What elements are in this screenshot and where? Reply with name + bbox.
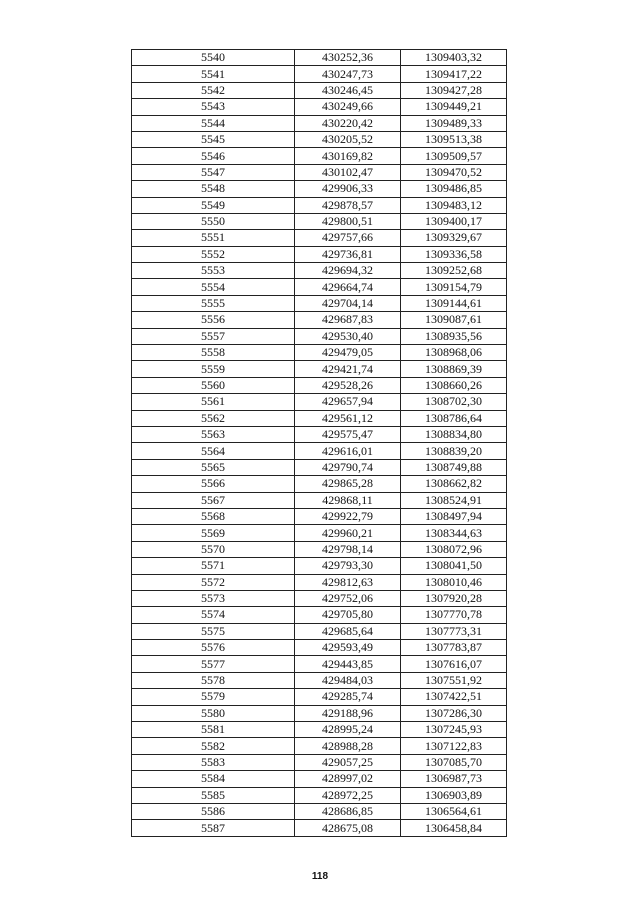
table-row xyxy=(132,640,507,656)
y-coordinate-cell: 1308834,80 xyxy=(401,426,507,442)
y-coordinate-cell: 1308010,46 xyxy=(401,574,507,590)
x-coordinate-cell: 428675,08 xyxy=(295,820,401,836)
x-coordinate-cell: 429484,03 xyxy=(295,672,401,688)
table-row xyxy=(132,722,507,738)
x-coordinate-cell: 430102,47 xyxy=(295,164,401,180)
point-number-cell: 5573 xyxy=(132,590,295,606)
point-number-cell: 5562 xyxy=(132,410,295,426)
point-number-cell: 5542 xyxy=(132,82,295,98)
x-coordinate-cell: 429687,83 xyxy=(295,312,401,328)
x-coordinate-cell: 429790,74 xyxy=(295,459,401,475)
coordinates-table-body xyxy=(132,50,507,837)
x-coordinate-cell: 429421,74 xyxy=(295,361,401,377)
y-coordinate-cell: 1306564,61 xyxy=(401,803,507,819)
point-number-cell: 5566 xyxy=(132,476,295,492)
table-row xyxy=(132,738,507,754)
table-row xyxy=(132,328,507,344)
table-row xyxy=(132,99,507,115)
point-number-cell: 5547 xyxy=(132,164,295,180)
x-coordinate-cell: 429878,57 xyxy=(295,197,401,213)
y-coordinate-cell: 1306903,89 xyxy=(401,787,507,803)
point-number-cell: 5551 xyxy=(132,230,295,246)
y-coordinate-cell: 1307770,78 xyxy=(401,607,507,623)
x-coordinate-cell: 429685,64 xyxy=(295,623,401,639)
table-row xyxy=(132,787,507,803)
y-coordinate-cell: 1307286,30 xyxy=(401,705,507,721)
point-number-cell: 5567 xyxy=(132,492,295,508)
y-coordinate-cell: 1308786,64 xyxy=(401,410,507,426)
point-number-cell: 5543 xyxy=(132,99,295,115)
y-coordinate-cell: 1309427,28 xyxy=(401,82,507,98)
y-coordinate-cell: 1306987,73 xyxy=(401,771,507,787)
x-coordinate-cell: 430252,36 xyxy=(295,50,401,66)
x-coordinate-cell: 428997,02 xyxy=(295,771,401,787)
point-number-cell: 5587 xyxy=(132,820,295,836)
x-coordinate-cell: 429616,01 xyxy=(295,443,401,459)
y-coordinate-cell: 1308968,06 xyxy=(401,345,507,361)
y-coordinate-cell: 1309489,33 xyxy=(401,115,507,131)
table-row xyxy=(132,246,507,262)
table-row xyxy=(132,164,507,180)
y-coordinate-cell: 1308072,96 xyxy=(401,541,507,557)
y-coordinate-cell: 1308497,94 xyxy=(401,508,507,524)
point-number-cell: 5574 xyxy=(132,607,295,623)
table-row xyxy=(132,803,507,819)
table-row xyxy=(132,66,507,82)
x-coordinate-cell: 429752,06 xyxy=(295,590,401,606)
table-row xyxy=(132,771,507,787)
point-number-cell: 5541 xyxy=(132,66,295,82)
point-number-cell: 5545 xyxy=(132,131,295,147)
y-coordinate-cell: 1308344,63 xyxy=(401,525,507,541)
x-coordinate-cell: 429694,32 xyxy=(295,263,401,279)
x-coordinate-cell: 429736,81 xyxy=(295,246,401,262)
table-row xyxy=(132,459,507,475)
point-number-cell: 5558 xyxy=(132,345,295,361)
table-row xyxy=(132,181,507,197)
y-coordinate-cell: 1307422,51 xyxy=(401,689,507,705)
y-coordinate-cell: 1309449,21 xyxy=(401,99,507,115)
x-coordinate-cell: 430246,45 xyxy=(295,82,401,98)
y-coordinate-cell: 1309417,22 xyxy=(401,66,507,82)
point-number-cell: 5550 xyxy=(132,213,295,229)
table-row xyxy=(132,279,507,295)
point-number-cell: 5556 xyxy=(132,312,295,328)
x-coordinate-cell: 429479,05 xyxy=(295,345,401,361)
y-coordinate-cell: 1307122,83 xyxy=(401,738,507,754)
y-coordinate-cell: 1308869,39 xyxy=(401,361,507,377)
point-number-cell: 5552 xyxy=(132,246,295,262)
y-coordinate-cell: 1307773,31 xyxy=(401,623,507,639)
table-row xyxy=(132,148,507,164)
y-coordinate-cell: 1309513,38 xyxy=(401,131,507,147)
point-number-cell: 5582 xyxy=(132,738,295,754)
table-row xyxy=(132,394,507,410)
point-number-cell: 5540 xyxy=(132,50,295,66)
y-coordinate-cell: 1308702,30 xyxy=(401,394,507,410)
x-coordinate-cell: 430220,42 xyxy=(295,115,401,131)
y-coordinate-cell: 1306458,84 xyxy=(401,820,507,836)
table-row xyxy=(132,345,507,361)
y-coordinate-cell: 1307085,70 xyxy=(401,754,507,770)
point-number-cell: 5580 xyxy=(132,705,295,721)
x-coordinate-cell: 429704,14 xyxy=(295,295,401,311)
y-coordinate-cell: 1308935,56 xyxy=(401,328,507,344)
x-coordinate-cell: 429443,85 xyxy=(295,656,401,672)
table-row xyxy=(132,295,507,311)
point-number-cell: 5581 xyxy=(132,722,295,738)
table-row xyxy=(132,656,507,672)
x-coordinate-cell: 429657,94 xyxy=(295,394,401,410)
x-coordinate-cell: 429868,11 xyxy=(295,492,401,508)
point-number-cell: 5579 xyxy=(132,689,295,705)
x-coordinate-cell: 429188,96 xyxy=(295,705,401,721)
table-row xyxy=(132,574,507,590)
table-row xyxy=(132,672,507,688)
point-number-cell: 5584 xyxy=(132,771,295,787)
point-number-cell: 5586 xyxy=(132,803,295,819)
x-coordinate-cell: 429960,21 xyxy=(295,525,401,541)
y-coordinate-cell: 1309483,12 xyxy=(401,197,507,213)
y-coordinate-cell: 1307616,07 xyxy=(401,656,507,672)
y-coordinate-cell: 1307245,93 xyxy=(401,722,507,738)
table-row xyxy=(132,689,507,705)
x-coordinate-cell: 429285,74 xyxy=(295,689,401,705)
table-row xyxy=(132,525,507,541)
x-coordinate-cell: 429664,74 xyxy=(295,279,401,295)
y-coordinate-cell: 1309336,58 xyxy=(401,246,507,262)
table-row xyxy=(132,410,507,426)
x-coordinate-cell: 429575,47 xyxy=(295,426,401,442)
y-coordinate-cell: 1309509,57 xyxy=(401,148,507,164)
y-coordinate-cell: 1307551,92 xyxy=(401,672,507,688)
table-row xyxy=(132,230,507,246)
point-number-cell: 5576 xyxy=(132,640,295,656)
y-coordinate-cell: 1308749,88 xyxy=(401,459,507,475)
y-coordinate-cell: 1308524,91 xyxy=(401,492,507,508)
table-row xyxy=(132,541,507,557)
y-coordinate-cell: 1309144,61 xyxy=(401,295,507,311)
table-row xyxy=(132,131,507,147)
x-coordinate-cell: 429593,49 xyxy=(295,640,401,656)
table-row xyxy=(132,558,507,574)
y-coordinate-cell: 1308839,20 xyxy=(401,443,507,459)
x-coordinate-cell: 429800,51 xyxy=(295,213,401,229)
table-row xyxy=(132,754,507,770)
table-row xyxy=(132,443,507,459)
y-coordinate-cell: 1309154,79 xyxy=(401,279,507,295)
point-number-cell: 5565 xyxy=(132,459,295,475)
x-coordinate-cell: 430249,66 xyxy=(295,99,401,115)
point-number-cell: 5544 xyxy=(132,115,295,131)
y-coordinate-cell: 1309400,17 xyxy=(401,213,507,229)
x-coordinate-cell: 430205,52 xyxy=(295,131,401,147)
table-row xyxy=(132,623,507,639)
table-row xyxy=(132,476,507,492)
x-coordinate-cell: 429906,33 xyxy=(295,181,401,197)
table-row xyxy=(132,426,507,442)
y-coordinate-cell: 1309252,68 xyxy=(401,263,507,279)
point-number-cell: 5559 xyxy=(132,361,295,377)
x-coordinate-cell: 430247,73 xyxy=(295,66,401,82)
y-coordinate-cell: 1307920,28 xyxy=(401,590,507,606)
y-coordinate-cell: 1309486,85 xyxy=(401,181,507,197)
y-coordinate-cell: 1309087,61 xyxy=(401,312,507,328)
y-coordinate-cell: 1308041,50 xyxy=(401,558,507,574)
table-row xyxy=(132,508,507,524)
x-coordinate-cell: 429705,80 xyxy=(295,607,401,623)
point-number-cell: 5569 xyxy=(132,525,295,541)
point-number-cell: 5570 xyxy=(132,541,295,557)
point-number-cell: 5577 xyxy=(132,656,295,672)
y-coordinate-cell: 1308662,82 xyxy=(401,476,507,492)
table-row xyxy=(132,492,507,508)
point-number-cell: 5568 xyxy=(132,508,295,524)
table-row xyxy=(132,115,507,131)
point-number-cell: 5575 xyxy=(132,623,295,639)
point-number-cell: 5554 xyxy=(132,279,295,295)
x-coordinate-cell: 429812,63 xyxy=(295,574,401,590)
x-coordinate-cell: 429798,14 xyxy=(295,541,401,557)
x-coordinate-cell: 429793,30 xyxy=(295,558,401,574)
point-number-cell: 5548 xyxy=(132,181,295,197)
point-number-cell: 5571 xyxy=(132,558,295,574)
table-row xyxy=(132,607,507,623)
x-coordinate-cell: 428995,24 xyxy=(295,722,401,738)
point-number-cell: 5553 xyxy=(132,263,295,279)
y-coordinate-cell: 1309329,67 xyxy=(401,230,507,246)
x-coordinate-cell: 429528,26 xyxy=(295,377,401,393)
x-coordinate-cell: 429057,25 xyxy=(295,754,401,770)
x-coordinate-cell: 429922,79 xyxy=(295,508,401,524)
point-number-cell: 5561 xyxy=(132,394,295,410)
point-number-cell: 5564 xyxy=(132,443,295,459)
point-number-cell: 5546 xyxy=(132,148,295,164)
y-coordinate-cell: 1307783,87 xyxy=(401,640,507,656)
y-coordinate-cell: 1309403,32 xyxy=(401,50,507,66)
point-number-cell: 5557 xyxy=(132,328,295,344)
table-row xyxy=(132,263,507,279)
x-coordinate-cell: 428972,25 xyxy=(295,787,401,803)
table-row xyxy=(132,197,507,213)
point-number-cell: 5555 xyxy=(132,295,295,311)
x-coordinate-cell: 429865,28 xyxy=(295,476,401,492)
x-coordinate-cell: 430169,82 xyxy=(295,148,401,164)
x-coordinate-cell: 429530,40 xyxy=(295,328,401,344)
table-row xyxy=(132,361,507,377)
point-number-cell: 5563 xyxy=(132,426,295,442)
table-row xyxy=(132,590,507,606)
point-number-cell: 5549 xyxy=(132,197,295,213)
x-coordinate-cell: 429757,66 xyxy=(295,230,401,246)
table-row xyxy=(132,312,507,328)
y-coordinate-cell: 1308660,26 xyxy=(401,377,507,393)
page-number: 118 xyxy=(311,871,329,882)
x-coordinate-cell: 428686,85 xyxy=(295,803,401,819)
table-row xyxy=(132,213,507,229)
point-number-cell: 5583 xyxy=(132,754,295,770)
x-coordinate-cell: 428988,28 xyxy=(295,738,401,754)
table-row xyxy=(132,82,507,98)
point-number-cell: 5585 xyxy=(132,787,295,803)
table-row xyxy=(132,705,507,721)
point-number-cell: 5572 xyxy=(132,574,295,590)
table-row xyxy=(132,50,507,66)
table-row xyxy=(132,377,507,393)
point-number-cell: 5578 xyxy=(132,672,295,688)
coordinates-table xyxy=(131,49,507,837)
table-row xyxy=(132,820,507,836)
x-coordinate-cell: 429561,12 xyxy=(295,410,401,426)
y-coordinate-cell: 1309470,52 xyxy=(401,164,507,180)
point-number-cell: 5560 xyxy=(132,377,295,393)
